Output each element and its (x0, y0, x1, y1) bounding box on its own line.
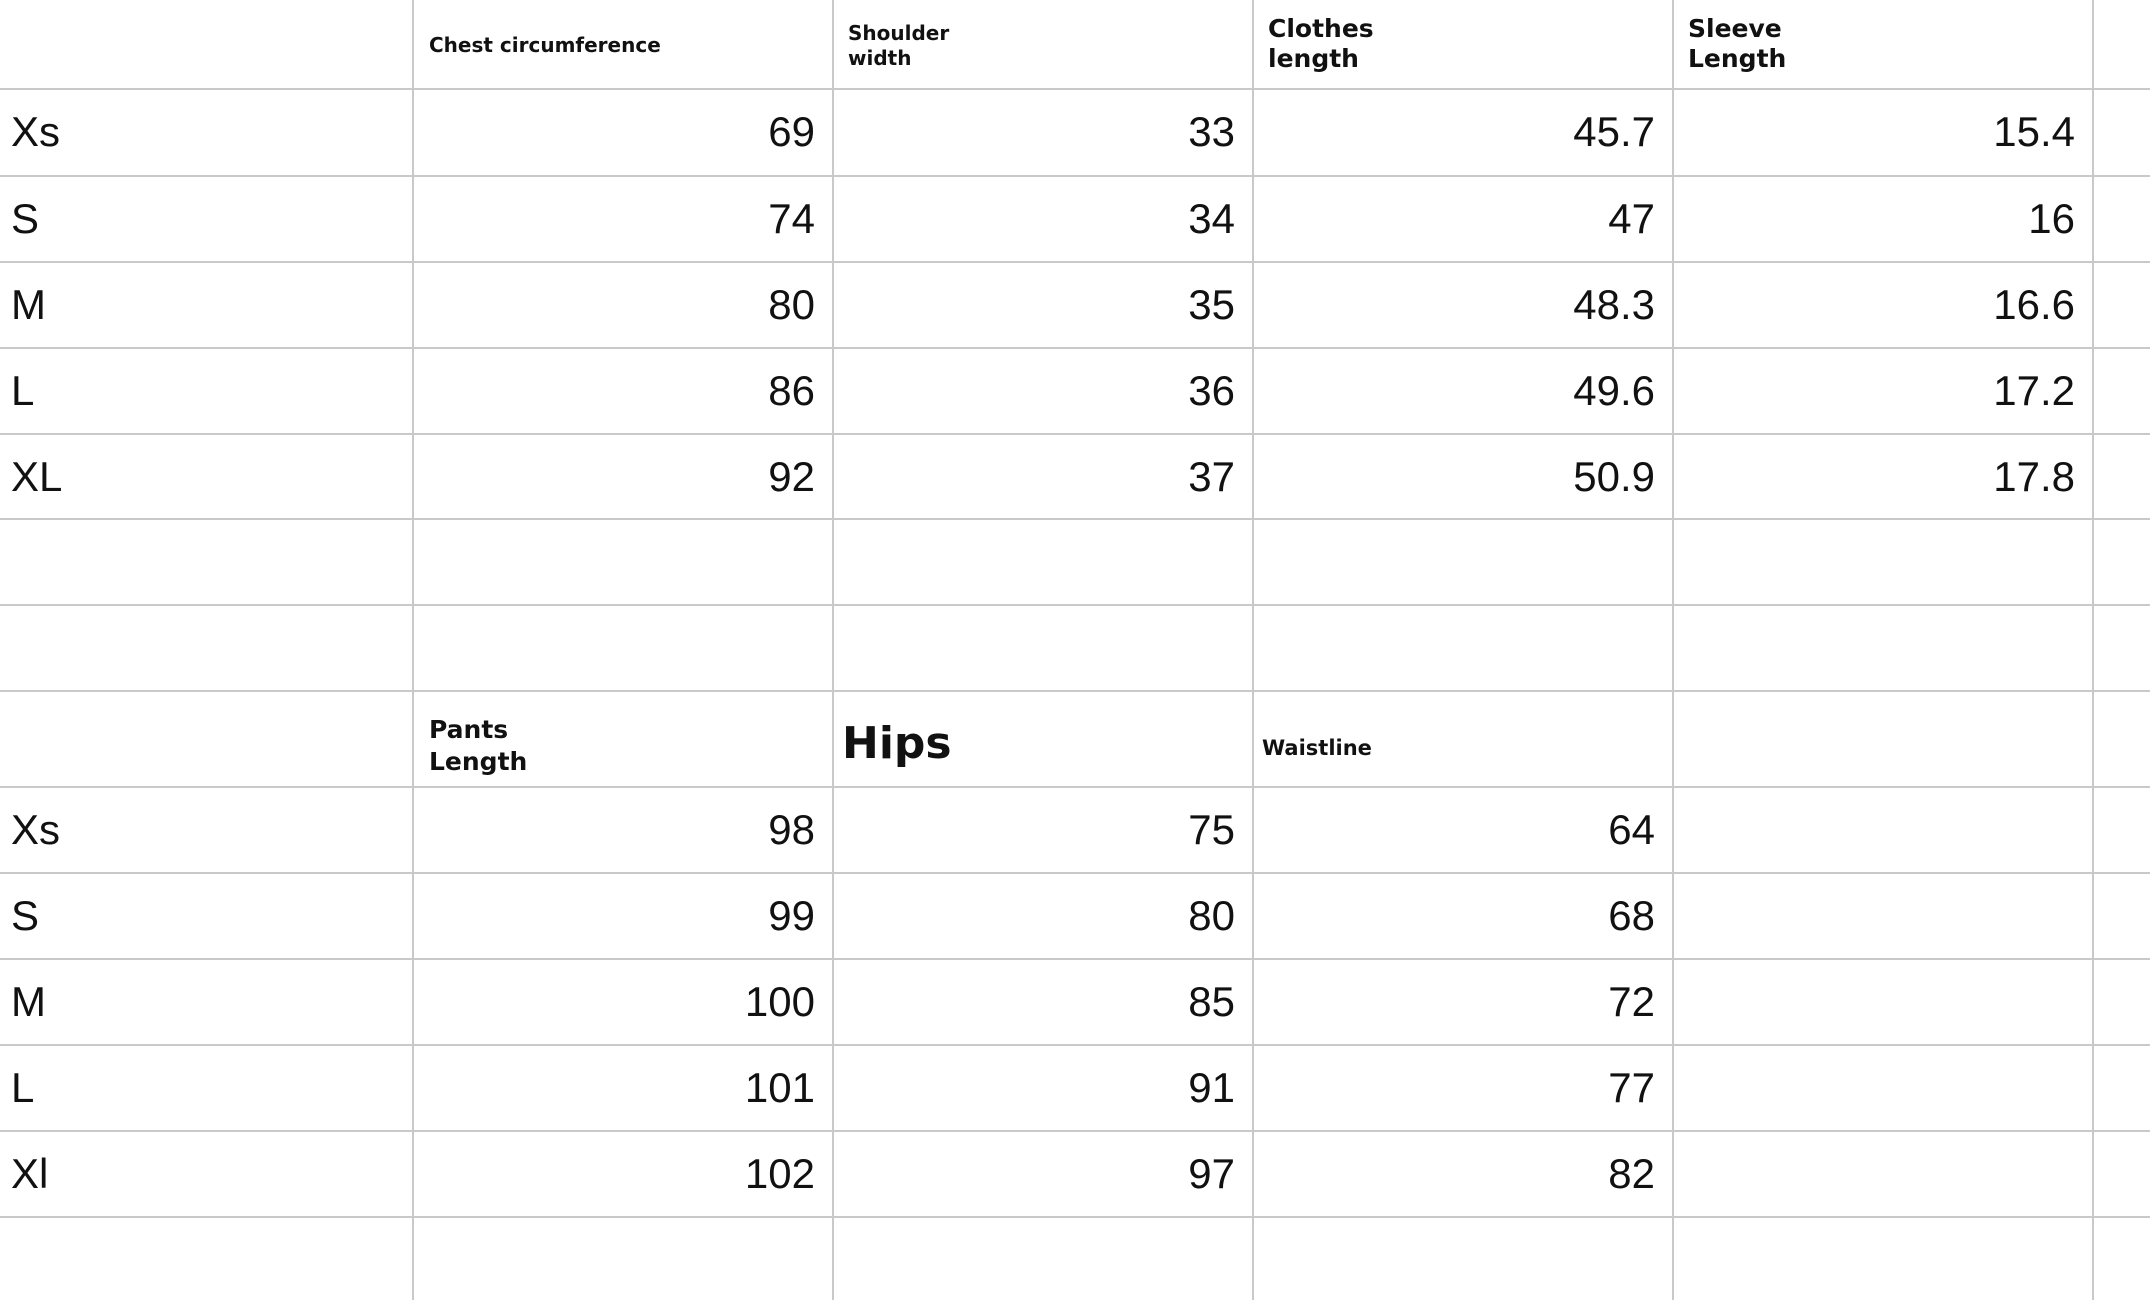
top-table-value-cell: 16 (2028, 195, 2075, 242)
bottom-table-value-cell: 80 (1188, 892, 1235, 939)
top-table-value-cell: 17.8 (1993, 453, 2075, 500)
header-shoulder-width: Shoulder width (848, 21, 950, 70)
bottom-table-value-cell: 102 (744, 1150, 815, 1197)
top-table-size-label: S (11, 195, 40, 242)
top-table-value-cell: 34 (1188, 195, 1235, 242)
bottom-table-value-cell: 100 (744, 978, 815, 1025)
top-table-value-cell: 36 (1188, 367, 1235, 414)
top-table-size-label: L (11, 367, 35, 414)
top-table-value-cell: 45.7 (1573, 108, 1655, 155)
top-table-size-label: M (11, 281, 46, 328)
top-table-value-cell: 33 (1188, 108, 1235, 155)
bottom-table-size-label: Xl (11, 1150, 49, 1197)
bottom-table-size-label: Xs (11, 806, 61, 853)
header-chest-circumference: Chest circumference (429, 33, 661, 57)
top-table-value-cell: 49.6 (1573, 367, 1655, 414)
header-pants-length: Pants Length (429, 715, 528, 776)
column-divider (2092, 0, 2094, 1300)
top-table-value-cell: 17.2 (1993, 367, 2075, 414)
top-table-value-cell: 74 (768, 195, 815, 242)
bottom-table-size-label: L (11, 1064, 35, 1111)
bottom-table-value-cell: 99 (768, 892, 815, 939)
top-table-value-cell: 37 (1188, 453, 1235, 500)
row-divider (0, 1216, 2150, 1218)
top-table-value-cell: 35 (1188, 281, 1235, 328)
header-waistline: Waistline (1262, 736, 1372, 760)
bottom-table-size-label: M (11, 978, 46, 1025)
top-table-value-cell: 50.9 (1573, 453, 1655, 500)
row-divider (0, 604, 2150, 606)
bottom-table-value-cell: 98 (768, 806, 815, 853)
bottom-table-value-cell: 72 (1608, 978, 1655, 1025)
top-table-value-cell: 86 (768, 367, 815, 414)
bottom-table-value-cell: 64 (1608, 806, 1655, 853)
top-table-size-label: Xs (11, 108, 61, 155)
bottom-table-value-cell: 85 (1188, 978, 1235, 1025)
header-hips: Hips (842, 718, 952, 769)
bottom-table-value-cell: 77 (1608, 1064, 1655, 1111)
top-table-value-cell: 69 (768, 108, 815, 155)
top-table-value-cell: 80 (768, 281, 815, 328)
bottom-table-value-cell: 91 (1188, 1064, 1235, 1111)
top-table-size-label: XL (11, 453, 63, 500)
bottom-table-value-cell: 97 (1188, 1150, 1235, 1197)
bottom-table-value-cell: 82 (1608, 1150, 1655, 1197)
top-table-value-cell: 92 (768, 453, 815, 500)
bottom-table-value-cell: 75 (1188, 806, 1235, 853)
header-sleeve-length: Sleeve Length (1688, 14, 1787, 73)
bottom-table-value-cell: 101 (744, 1064, 815, 1111)
top-table-value-cell: 16.6 (1993, 281, 2075, 328)
top-table-value-cell: 15.4 (1993, 108, 2075, 155)
row-divider (0, 690, 2150, 692)
bottom-table-value-cell: 68 (1608, 892, 1655, 939)
bottom-table-size-label: S (11, 892, 40, 939)
header-clothes-length: Clothes length (1268, 14, 1374, 73)
top-table-value-cell: 48.3 (1573, 281, 1655, 328)
top-table-value-cell: 47 (1608, 195, 1655, 242)
